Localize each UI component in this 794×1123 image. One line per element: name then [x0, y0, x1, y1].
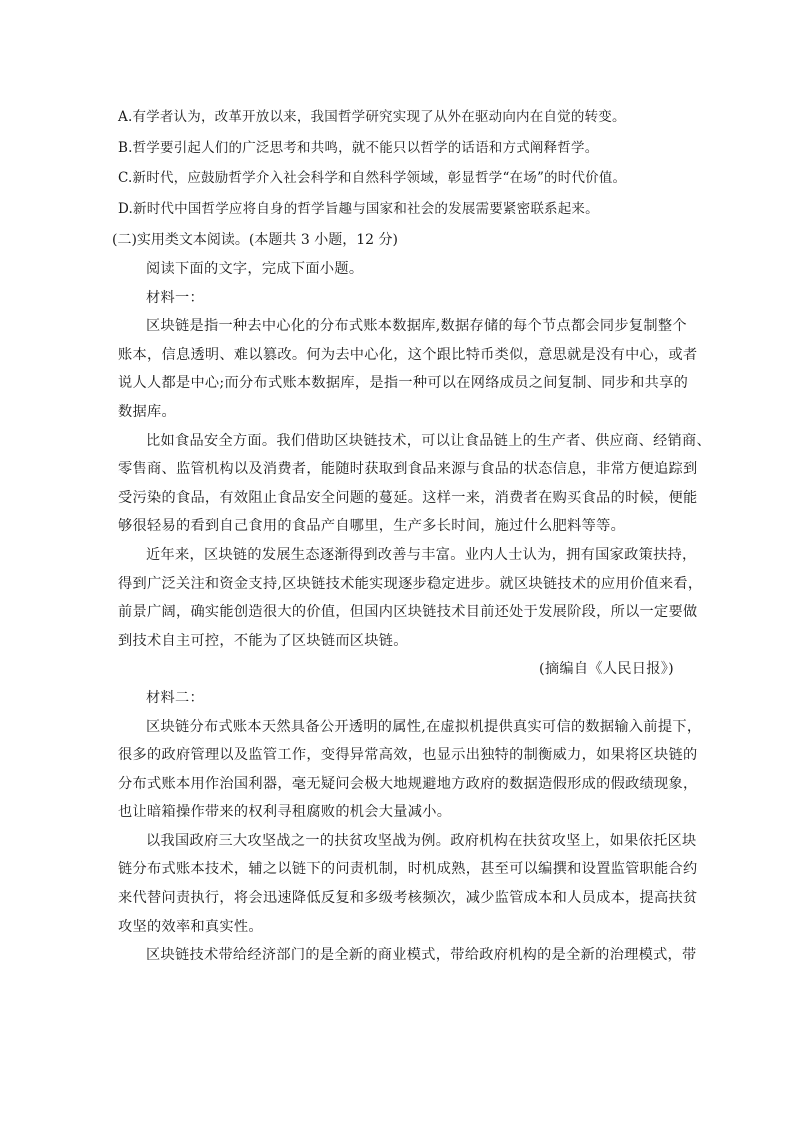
material2-label: 材料二：: [146, 689, 204, 706]
text-line: 前景广阔，确实能创造很大的价值，但国内区块链技术目前还处于发展阶段，所以一定要做: [118, 604, 698, 621]
material1-source: (摘编自《人民日报》): [539, 661, 674, 678]
reading-passage: [118, 255, 712, 970]
material1-label: 材料一：: [146, 289, 204, 306]
text-line: 分布式账本用作治国利器，毫无疑问会极大地规避地方政府的数据造假形成的假政绩现象，: [118, 775, 698, 792]
option-d: D.新时代中国哲学应将自身的哲学旨趣与国家和社会的发展需要紧密联系起来。: [118, 200, 599, 217]
text-line: 区块链是指一种去中心化的分布式账本数据库,数据存储的每个节点都会同步复制整个: [146, 318, 687, 335]
option-a: A.有学者认为，改革开放以来，我国哲学研究实现了从外在驱动向内在自觉的转变。: [118, 109, 626, 125]
text-line: 数据库。: [118, 403, 176, 420]
text-line: 零售商、监管机构以及消费者，能随时获取到食品来源与食品的状态信息，非常方便追踪到: [118, 461, 698, 478]
text-line: 账本，信息透明、难以篡改。何为去中心化，这个跟比特币类似，意思就是没有中心，或者: [118, 346, 698, 363]
text-line: 比如食品安全方面。我们借助区块链技术，可以让食品链上的生产者、供应商、经销商、: [146, 432, 712, 449]
text-line: 以我国政府三大攻坚战之一的扶贫攻坚战为例。政府机构在扶贫攻坚上，如果依托区块: [146, 832, 697, 849]
section-heading: (二)实用类文本阅读。(本题共 3 小题，12 分): [112, 232, 398, 248]
text-line: 说人人都是中心;而分布式账本数据库，是指一种可以在网络成员之间复制、同步和共享的: [118, 375, 689, 392]
material1-paragraph-3: [118, 541, 703, 655]
text-line: 区块链技术带给经济部门的是全新的商业模式，带给政府机构的是全新的治理模式，带: [146, 947, 697, 964]
option-b: B.哲学要引起人们的广泛思考和共鸣，就不能只以哲学的话语和方式阐释哲学。: [118, 139, 599, 156]
option-c: C.新时代，应鼓励哲学介入社会科学和自然科学领域，彰显哲学“在场”的时代价值。: [118, 170, 627, 186]
text-line: 链分布式账本技术，辅之以链下的问责机制，时机成熟，甚至可以编撰和设置监管职能合约: [118, 861, 698, 878]
material2-paragraph-3: [118, 941, 697, 970]
instruction: 阅读下面的文字，完成下面小题。: [146, 261, 364, 277]
text-line: 够很轻易的看到自己食用的食品产自哪里，生产多长时间，施过什么肥料等等。: [118, 518, 626, 535]
text-line: 攻坚的效率和真实性。: [118, 918, 263, 935]
text-line: 来代替问责执行，将会迅速降低反复和多级考核频次，减少监管成本和人员成本，提高扶贫: [118, 890, 698, 907]
material2-paragraph-1: [118, 713, 702, 827]
text-line: 很多的政府管理以及监管工作，变得异常高效，也显示出独特的制衡威力，如果将区块链的: [118, 747, 698, 764]
text-line: 到技术自主可控，不能为了区块链而区块链。: [118, 632, 408, 649]
text-line: 得到广泛关注和资金支持,区块链技术能实现逐步稳定进步。就区块链技术的应用价值来看，: [118, 575, 703, 592]
answer-options: [118, 102, 698, 224]
text-line: 受污染的食品，有效阻止食品安全问题的蔓延。这样一来，消费者在购买食品的时候，便能: [118, 489, 698, 506]
material1-paragraph-2: [118, 427, 712, 541]
text-line: 近年来，区块链的发展生态逐渐得到改善与丰富。业内人士认为，拥有国家政策扶持，: [146, 546, 697, 563]
material1-paragraph-1: [118, 312, 698, 426]
text-line: 也让暗箱操作带来的权利寻租腐败的机会大量减小。: [118, 804, 452, 821]
material2-paragraph-2: [118, 827, 698, 941]
text-line: 区块链分布式账本天然具备公开透明的属性,在虚拟机提供真实可信的数据输入前提下，: [146, 718, 702, 735]
